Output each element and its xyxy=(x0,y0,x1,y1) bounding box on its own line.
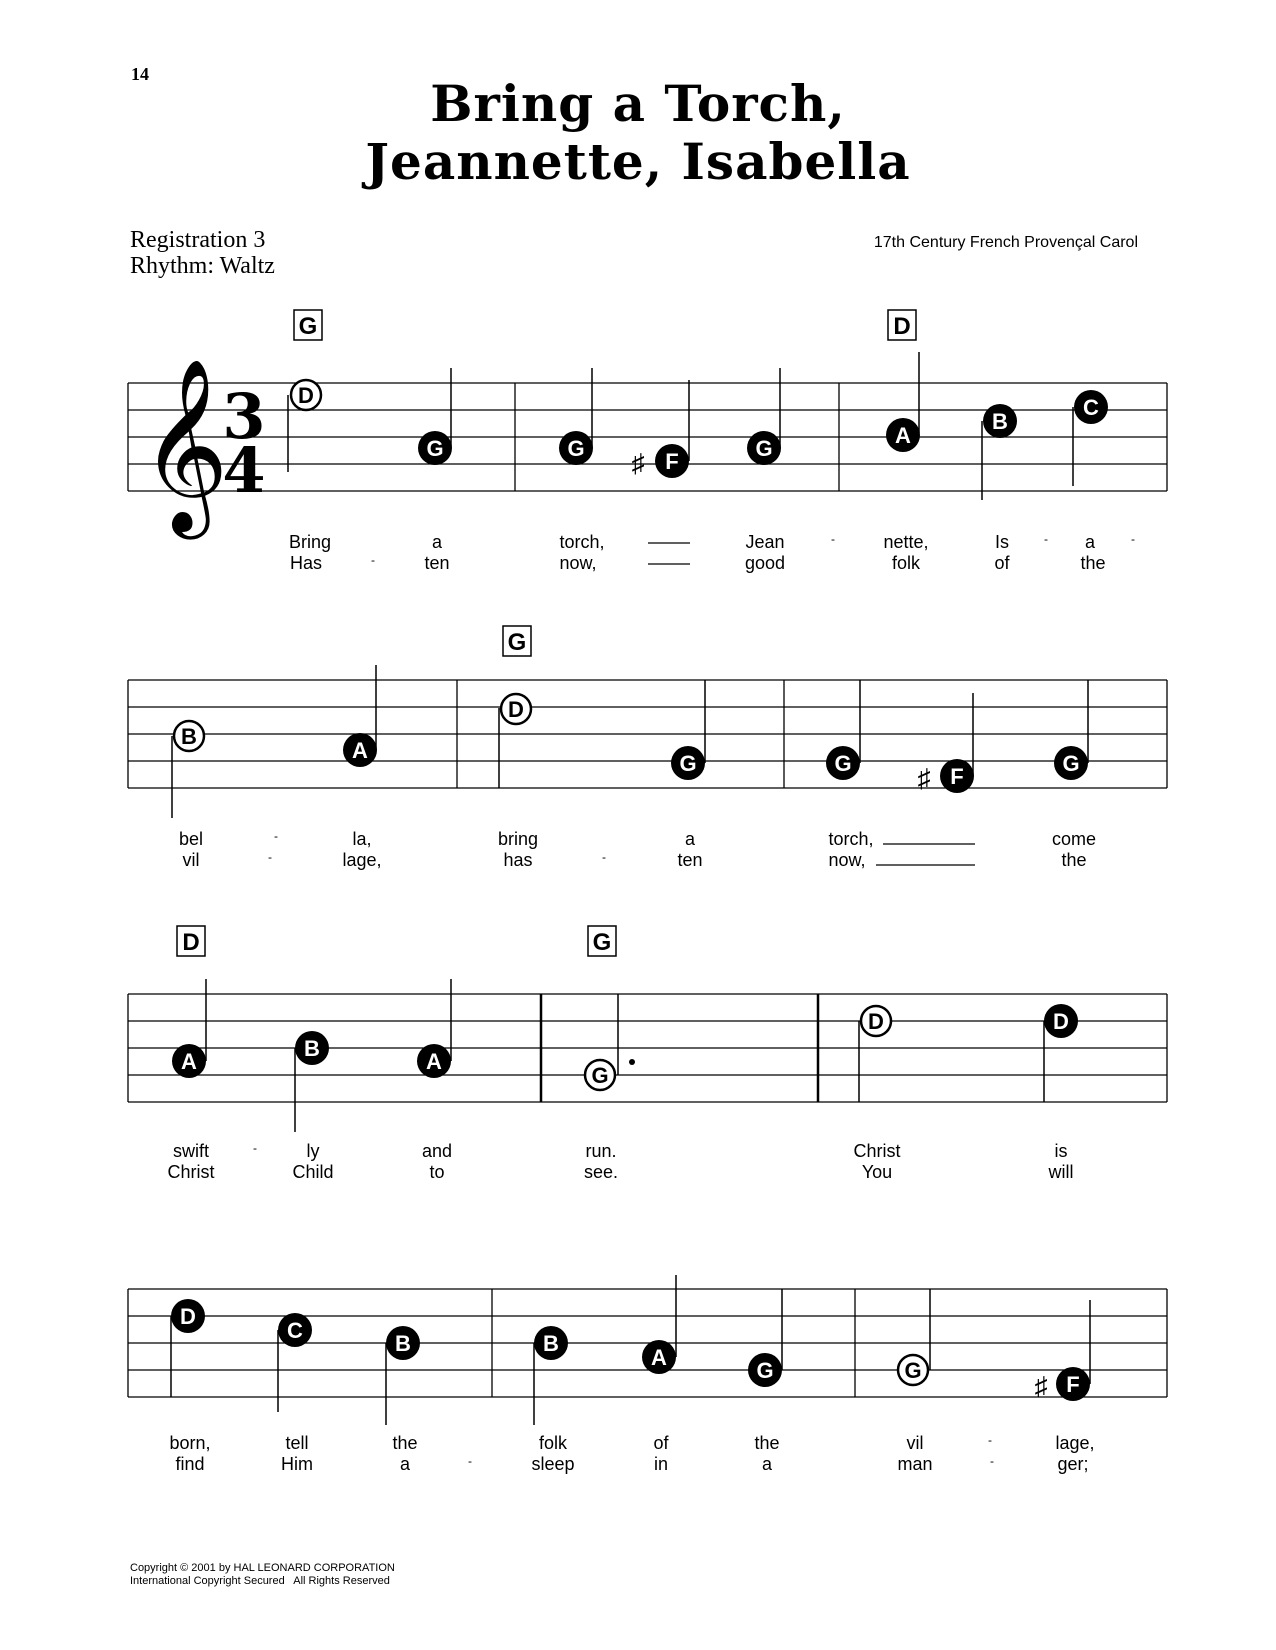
song-title-line-1: Bring a Torch, xyxy=(430,74,846,133)
lyric: see. xyxy=(583,1162,619,1182)
time-signature-bottom: 4 xyxy=(222,434,266,507)
time-signature-top: 3 xyxy=(222,380,266,453)
note-head: B xyxy=(181,724,197,749)
note-head: A xyxy=(651,1345,667,1370)
lyric: Jean xyxy=(745,532,785,552)
staff-system-1 xyxy=(0,300,1276,532)
chord-box xyxy=(294,310,322,340)
composer-credit: 17th Century French Provençal Carol xyxy=(873,234,1138,251)
note-head: G xyxy=(567,436,585,461)
note-head: F xyxy=(1066,1372,1080,1397)
note-head: B xyxy=(395,1331,411,1356)
dot-icon xyxy=(629,1059,635,1065)
lyric: come xyxy=(1051,829,1097,849)
lyric: vil xyxy=(182,850,200,870)
lyric: folk xyxy=(538,1433,568,1453)
lyric: torch, xyxy=(559,532,605,552)
note-head: G xyxy=(755,436,773,461)
chord-box xyxy=(888,310,916,340)
lyric: now, xyxy=(828,850,866,870)
note-head: F xyxy=(665,449,679,474)
sharp-icon: ♯ xyxy=(917,763,931,793)
lyric: the xyxy=(392,1433,418,1453)
lyric: bring xyxy=(497,829,539,849)
lyric: ten xyxy=(424,553,450,573)
lyric: Child xyxy=(292,1162,334,1182)
lyric: bel xyxy=(178,829,204,849)
lyric: and xyxy=(421,1141,453,1161)
lyric: born, xyxy=(169,1433,211,1453)
staff-system-2 xyxy=(0,620,1276,820)
note-head: B xyxy=(992,409,1008,434)
lyric-hyphen: - xyxy=(1044,532,1048,546)
lyric: Him xyxy=(281,1454,313,1474)
note-head: D xyxy=(1053,1009,1069,1034)
note-head: D xyxy=(868,1009,884,1034)
lyric: the xyxy=(1080,553,1106,573)
chord-box xyxy=(503,626,531,656)
lyric: a xyxy=(399,1454,411,1474)
note-head: G xyxy=(904,1358,922,1383)
lyric: of xyxy=(994,553,1010,573)
lyric: good xyxy=(744,553,786,573)
note-head: B xyxy=(543,1331,559,1356)
lyric: now, xyxy=(559,553,597,573)
lyric: ger; xyxy=(1057,1454,1089,1474)
note-head: A xyxy=(895,423,911,448)
note-head: G xyxy=(1062,751,1080,776)
lyric-hyphen: - xyxy=(268,850,272,864)
chord-box xyxy=(177,926,205,956)
lyric: find xyxy=(175,1454,205,1474)
lyric-hyphen: - xyxy=(371,553,375,567)
lyric-hyphen: - xyxy=(1131,532,1135,546)
note-head: A xyxy=(426,1049,442,1074)
note-head: F xyxy=(950,764,964,789)
chord-symbol: D xyxy=(182,929,200,956)
lyric: Is xyxy=(994,532,1010,552)
note-head: G xyxy=(679,751,697,776)
lyric: la, xyxy=(352,829,372,849)
rhythm-label: Rhythm: Waltz xyxy=(130,253,275,279)
lyric: sleep xyxy=(531,1454,575,1474)
lyric: folk xyxy=(891,553,921,573)
note-head: B xyxy=(304,1036,320,1061)
note-head: G xyxy=(591,1063,609,1088)
sharp-icon: ♯ xyxy=(1034,1371,1048,1401)
lyric: to xyxy=(429,1162,445,1182)
chord-box xyxy=(588,926,616,956)
lyric-hyphen: - xyxy=(990,1454,994,1468)
note-head: G xyxy=(834,751,852,776)
lyric: torch, xyxy=(828,829,874,849)
chord-symbol: G xyxy=(507,629,527,656)
note-head: G xyxy=(426,436,444,461)
lyric: a xyxy=(431,532,443,552)
song-title-line-2: Jeannette, Isabella xyxy=(365,132,911,191)
copyright-line-1: Copyright © 2001 by HAL LEONARD CORPORATION xyxy=(130,1562,395,1574)
lyric-hyphen: - xyxy=(988,1433,992,1447)
lyric: run. xyxy=(585,1141,617,1161)
lyric: in xyxy=(653,1454,669,1474)
lyric: a xyxy=(1084,532,1096,552)
chord-symbol: D xyxy=(893,313,911,340)
chord-symbol: G xyxy=(298,313,318,340)
note-head: D xyxy=(298,383,314,408)
lyric: swift xyxy=(173,1141,209,1161)
lyric: a xyxy=(761,1454,773,1474)
lyric: tell xyxy=(285,1433,309,1453)
lyric: Bring xyxy=(288,532,332,552)
chord-symbol: G xyxy=(592,929,612,956)
lyric: a xyxy=(684,829,696,849)
lyric-hyphen: - xyxy=(468,1454,472,1468)
page-number: 14 xyxy=(131,64,149,84)
lyric-hyphen: - xyxy=(831,532,835,546)
sharp-icon: ♯ xyxy=(631,448,645,478)
lyric: Christ xyxy=(167,1162,215,1182)
registration-label: Registration 3 xyxy=(130,227,266,253)
staff-system-3 xyxy=(0,920,1276,1140)
note-head: D xyxy=(508,697,524,722)
lyric: the xyxy=(1061,850,1087,870)
lyric: has xyxy=(503,850,533,870)
lyric: vil xyxy=(906,1433,924,1453)
staff-system-4 xyxy=(0,1260,1276,1440)
lyric: man xyxy=(897,1454,933,1474)
melisma-lines-2 xyxy=(0,820,1276,880)
note-head: A xyxy=(181,1049,197,1074)
note-head: D xyxy=(180,1304,196,1329)
lyric: will xyxy=(1048,1162,1074,1182)
lyric: ten xyxy=(677,850,703,870)
lyric: of xyxy=(653,1433,669,1453)
lyric: the xyxy=(754,1433,780,1453)
lyric: Has xyxy=(289,553,323,573)
note-head: G xyxy=(756,1358,774,1383)
lyric: lage, xyxy=(342,850,382,870)
lyric-hyphen: - xyxy=(602,850,606,864)
lyric-hyphen: - xyxy=(253,1141,257,1155)
lyric: is xyxy=(1054,1141,1068,1161)
lyric-hyphen: - xyxy=(274,829,278,843)
note-head: C xyxy=(1083,395,1099,420)
lyric: lage, xyxy=(1055,1433,1095,1453)
treble-clef-icon: 𝄞 xyxy=(140,358,229,532)
note-head: C xyxy=(287,1318,303,1343)
lyric: Christ xyxy=(853,1141,901,1161)
note-head: A xyxy=(352,738,368,763)
lyric: ly xyxy=(306,1141,320,1161)
lyric: nette, xyxy=(883,532,929,552)
copyright-line-2: International Copyright Secured All Rights Reserved xyxy=(130,1575,390,1587)
lyric: You xyxy=(861,1162,893,1182)
